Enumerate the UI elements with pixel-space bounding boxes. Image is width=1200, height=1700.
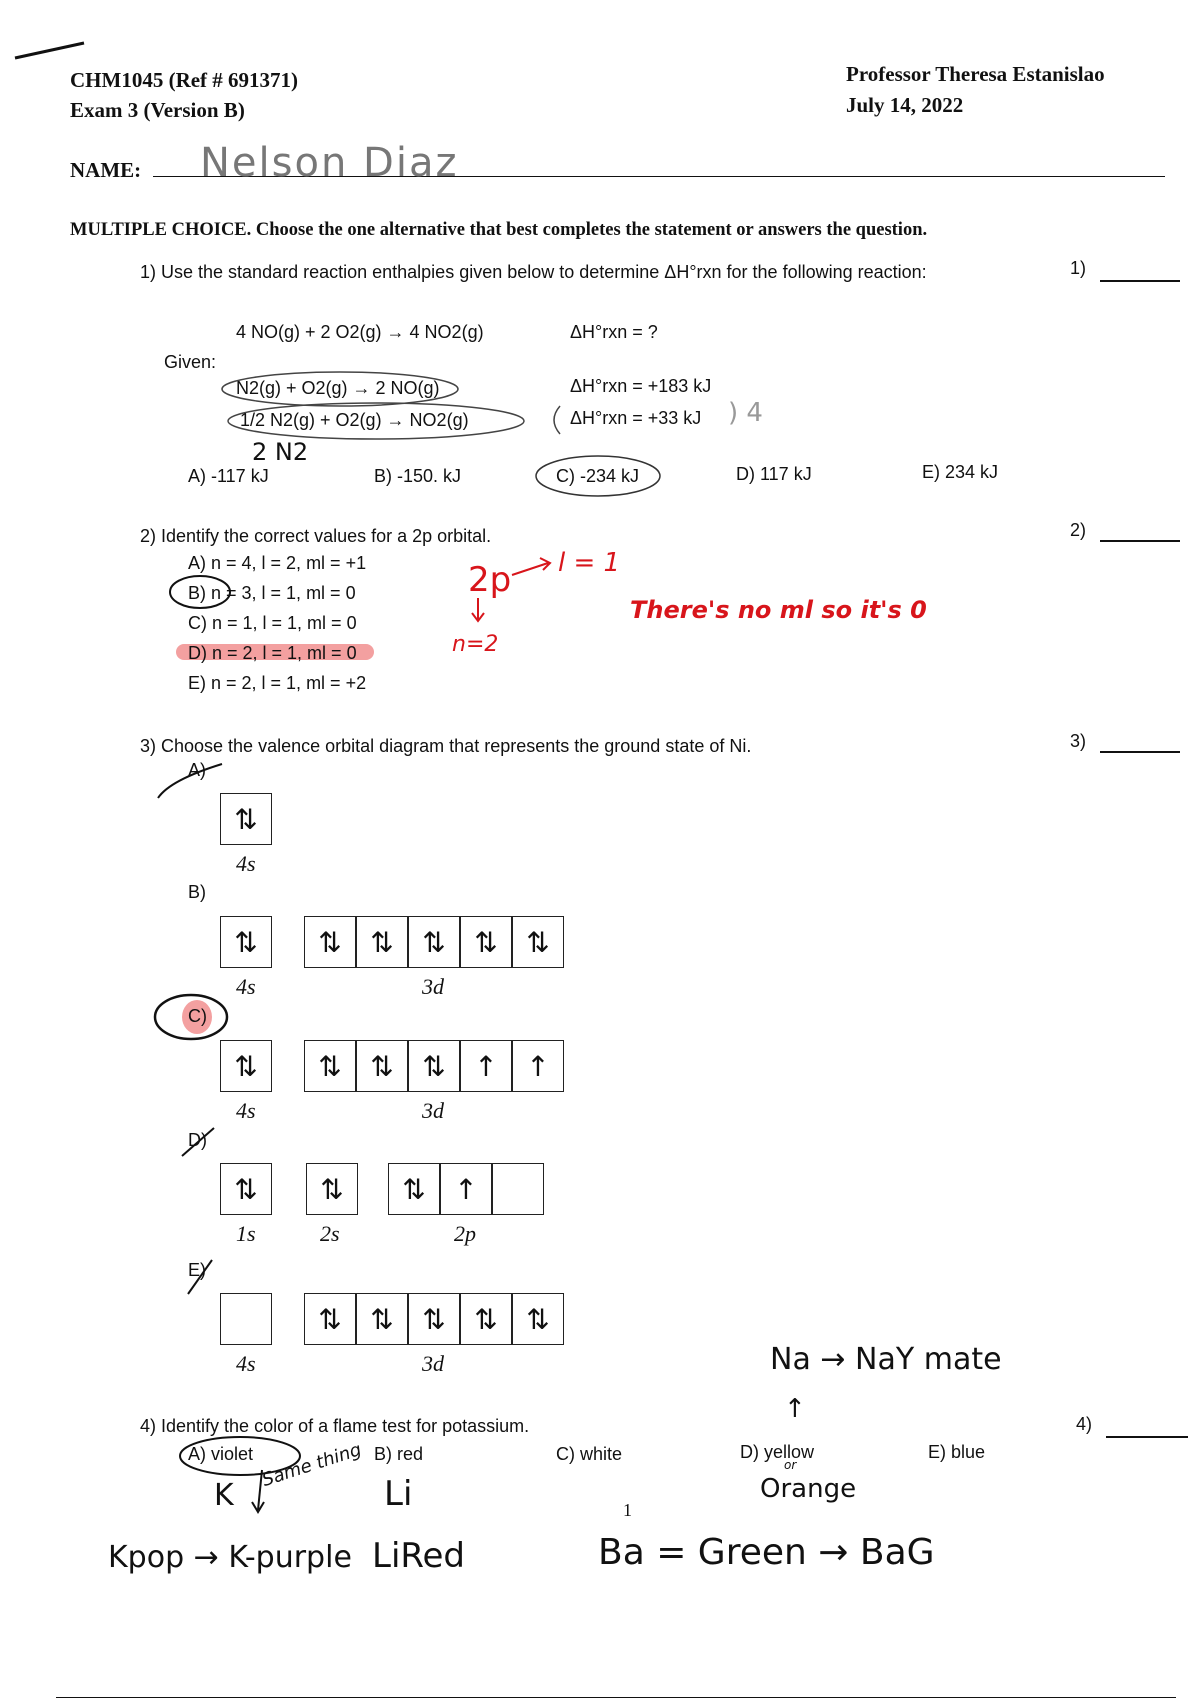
corner-pen-stroke: [15, 43, 84, 58]
q1-given1-dh: ΔH°rxn = +183 kJ: [570, 376, 712, 396]
professor-name: Professor Theresa Estanislao: [846, 62, 1105, 86]
orbital-box: ⇅: [512, 1293, 564, 1345]
q4-choice-b[interactable]: B) red: [374, 1444, 424, 1464]
q3-label-a[interactable]: A): [188, 760, 206, 780]
orbital-box: ⇅: [220, 916, 272, 968]
q3-label-b[interactable]: B): [188, 882, 206, 902]
orbital-box: ⇅: [304, 916, 356, 968]
q4-note-or: or: [784, 1458, 797, 1472]
q1-choice-c[interactable]: C) -234 kJ: [556, 466, 640, 486]
q1-given2: 1/2 N2(g) + O2(g) → NO2(g): [240, 410, 469, 430]
orbital-label: 3d: [422, 1098, 444, 1123]
student-name: Nelson Diaz: [200, 140, 459, 186]
exam-date: July 14, 2022: [846, 93, 964, 117]
q1-choice-a[interactable]: A) -117 kJ: [188, 466, 269, 486]
q3-c-circle: [155, 995, 227, 1039]
orbital-box: ⇅: [220, 793, 272, 845]
q4-choice-c[interactable]: C) white: [556, 1444, 623, 1464]
q4-bracket: [252, 1470, 264, 1512]
page-number: 1: [623, 1500, 632, 1520]
q1-text: 1) Use the standard reaction enthalpies given below to determine ΔH°rxn for the following reaction:: [140, 262, 927, 282]
orbital-label: 2p: [454, 1221, 476, 1246]
q2-note-2p: 2p: [468, 560, 512, 600]
orbital-box: ⇅: [356, 916, 408, 968]
q2-choice-a[interactable]: A) n = 4, l = 2, ml = +1: [188, 553, 367, 573]
q1-reaction: 4 NO(g) + 2 O2(g) → 4 NO2(g): [236, 322, 484, 342]
q4-note-li: Li: [384, 1474, 413, 1514]
q4-choice-a-circle: [180, 1437, 300, 1475]
orbital-box: ↑: [440, 1163, 492, 1215]
orbital-box: ⇅: [356, 1040, 408, 1092]
orbital-label: 4s: [236, 1351, 256, 1376]
q1-note-x4: ) 4: [728, 398, 763, 428]
q3-text: 3) Choose the valence orbital diagram that represents the ground state of Ni.: [140, 736, 752, 756]
q1-choice-e[interactable]: E) 234 kJ: [922, 462, 999, 482]
q2-red-arrow: [512, 558, 550, 575]
q3-a-cross: [158, 764, 222, 798]
q4-text: 4) Identify the color of a flame test for potassium.: [140, 1416, 530, 1436]
q4-note-ba: Ba = Green → BaG: [598, 1532, 935, 1573]
orbital-label: 3d: [422, 974, 444, 999]
orbital-box: ⇅: [408, 1293, 460, 1345]
orbital-box: ⇅: [356, 1293, 408, 1345]
orbital-box: ⇅: [388, 1163, 440, 1215]
q3-label-d[interactable]: D): [188, 1130, 207, 1150]
orbital-box: ⇅: [408, 916, 460, 968]
orbital-label: 4s: [236, 1098, 256, 1123]
q4-choice-a[interactable]: A) violet: [188, 1444, 254, 1464]
q1-number: 1): [1070, 258, 1087, 278]
q1-dh2-bracket: [554, 406, 560, 434]
orbital-label: 4s: [236, 851, 256, 876]
q3-d-cross: [182, 1128, 214, 1156]
q2-choice-c[interactable]: C) n = 1, l = 1, ml = 0: [188, 613, 357, 633]
q1-given2-circle: [228, 403, 524, 439]
q1-given2-dh: ΔH°rxn = +33 kJ: [570, 408, 702, 428]
q2-choice-d[interactable]: D) n = 2, l = 1, ml = 0: [188, 643, 357, 663]
q4-number: 4): [1076, 1414, 1093, 1434]
q1-given1: N2(g) + O2(g) → 2 NO(g): [236, 378, 440, 398]
q2-red-down-arrow: [472, 598, 484, 621]
orbital-box: ⇅: [304, 1293, 356, 1345]
orbital-box: ⇅: [460, 916, 512, 968]
q2-choice-b[interactable]: B) n = 3, l = 1, ml = 0: [188, 583, 356, 603]
q4-note-na: Na → NaY mate: [770, 1342, 1002, 1377]
q1-choice-b[interactable]: B) -150. kJ: [374, 466, 462, 486]
name-label: NAME:: [70, 158, 142, 182]
q4-note-lired: LiRed: [372, 1536, 465, 1576]
orbital-box: ⇅: [460, 1293, 512, 1345]
orbital-box: ↑: [460, 1040, 512, 1092]
q1-reaction-dh: ΔH°rxn = ?: [570, 322, 658, 342]
q4-note-same-thing: Same thing: [259, 1439, 365, 1491]
q3-label-c[interactable]: C): [188, 1006, 207, 1026]
q2-number: 2): [1070, 520, 1087, 540]
q4-note-up-arrow: ↑: [784, 1394, 806, 1424]
orbital-label: 4s: [236, 974, 256, 999]
q1-given-label: Given:: [164, 352, 217, 372]
orbital-box: ⇅: [512, 916, 564, 968]
q3-label-e[interactable]: E): [188, 1260, 206, 1280]
orbital-label: 1s: [236, 1221, 256, 1246]
q4-note-k: K: [214, 1478, 234, 1513]
orbital-box: ↑: [512, 1040, 564, 1092]
q2-choice-b-circle: [170, 576, 230, 608]
instructions: MULTIPLE CHOICE. Choose the one alternative that best completes the statement or answers the question.: [70, 220, 928, 240]
orbital-box: ⇅: [220, 1040, 272, 1092]
q2-note-ml: There's no ml so it's 0: [630, 596, 927, 624]
orbital-box: ⇅: [220, 1163, 272, 1215]
orbital-box: ⇅: [306, 1163, 358, 1215]
orbital-label: 2s: [320, 1221, 340, 1246]
course-title: CHM1045 (Ref # 691371): [70, 68, 299, 92]
q1-choice-d[interactable]: D) 117 kJ: [736, 464, 812, 484]
q2-note-n2: n=2: [452, 632, 499, 657]
q4-note-kpop: Kpop → K-purple: [108, 1540, 352, 1575]
q1-given1-circle: [222, 372, 458, 406]
q2-note-l1: l = 1: [558, 548, 621, 578]
q2-choice-e[interactable]: E) n = 2, l = 1, ml = +2: [188, 673, 367, 693]
q4-choice-d[interactable]: D) yellow: [740, 1442, 815, 1462]
exam-version: Exam 3 (Version B): [70, 98, 245, 122]
q4-note-orange: Orange: [760, 1474, 857, 1504]
q3-e-cross: [188, 1260, 212, 1294]
q1-answer-c-circle: [536, 456, 660, 496]
orbital-box: ⇅: [304, 1040, 356, 1092]
orbital-box: ⇅: [408, 1040, 460, 1092]
q3-number: 3): [1070, 731, 1087, 751]
q4-choice-e[interactable]: E) blue: [928, 1442, 986, 1462]
q2-text: 2) Identify the correct values for a 2p orbital.: [140, 526, 492, 546]
orbital-label: 3d: [422, 1351, 444, 1376]
q1-note-2n2: 2 N2: [252, 438, 309, 466]
